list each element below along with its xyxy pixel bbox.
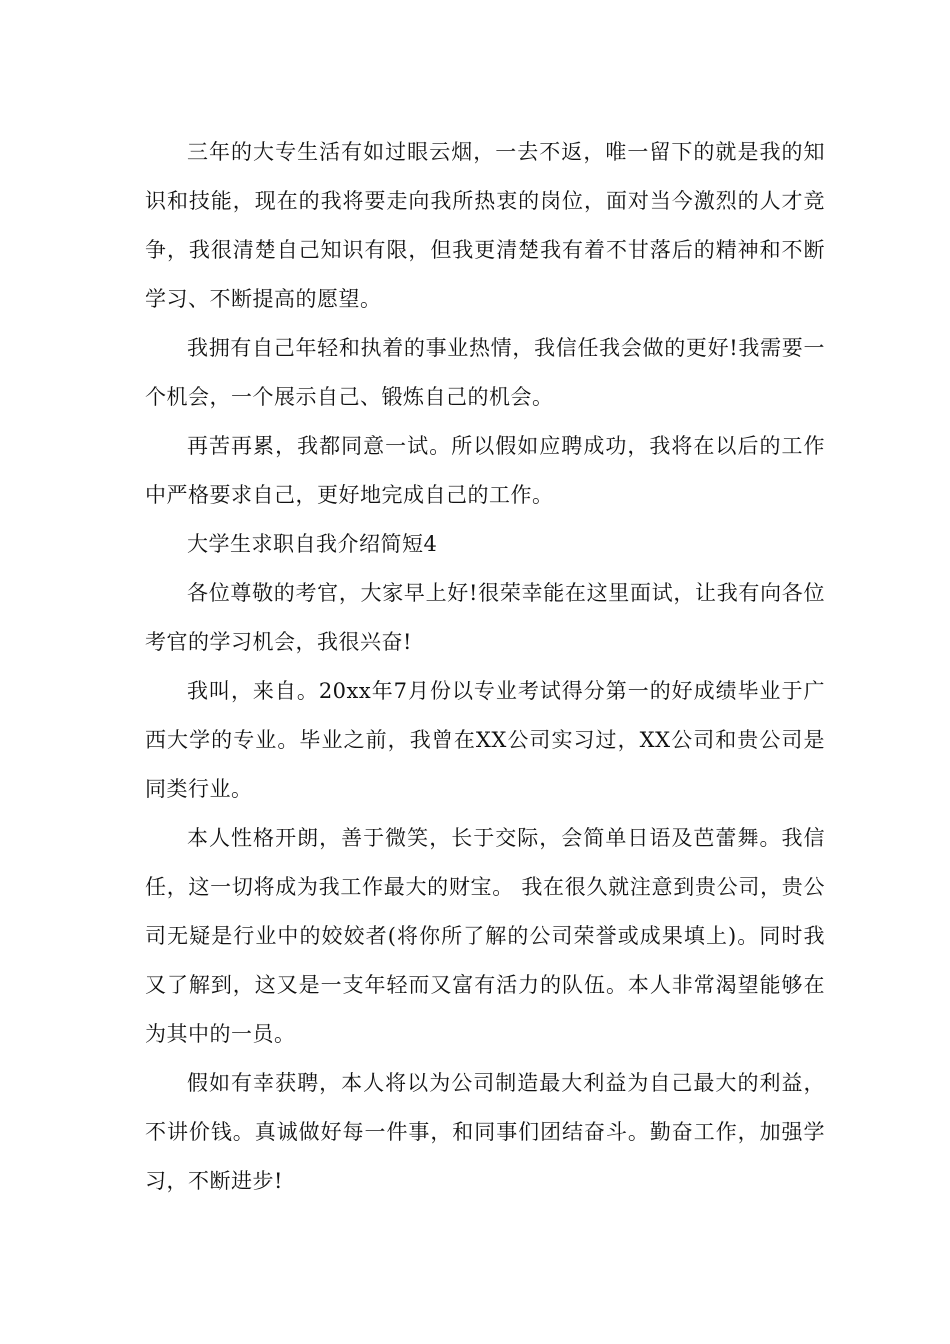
paragraph-5: 我叫，来自。20xx年7月份以专业考试得分第一的好成绩毕业于广西大学的专业。毕业之前，我曾在XX公司实习过，XX公司和贵公司是同类行业。 xyxy=(145,679,825,801)
paragraph-3: 再苦再累，我都同意一试。所以假如应聘成功，我将在以后的工作中严格要求自己，更好地完成自己的工作。 xyxy=(145,434,825,507)
section-heading: 大学生求职自我介绍简短4 xyxy=(187,532,438,556)
paragraph-4: 各位尊敬的考官，大家早上好!很荣幸能在这里面试，让我有向各位考官的学习机会，我很兴奋! xyxy=(145,581,825,654)
paragraph-1: 三年的大专生活有如过眼云烟，一去不返，唯一留下的就是我的知识和技能，现在的我将要走向我所热衷的岗位，面对当今激烈的人才竞争，我很清楚自己知识有限，但我更清楚我有着不甘落后的精神和不断学习、不断提高的愿望。 xyxy=(145,140,825,311)
document-page xyxy=(145,128,825,1206)
paragraph-2: 我拥有自己年轻和执着的事业热情，我信任我会做的更好!我需要一个机会，一个展示自己、锻炼自己的机会。 xyxy=(145,336,825,409)
paragraph-6: 本人性格开朗，善于微笑，长于交际，会简单日语及芭蕾舞。我信任，这一切将成为我工作最大的财宝。 我在很久就注意到贵公司，贵公司无疑是行业中的姣姣者(将你所了解的公司荣誉或成果填上)。同时我又了解到，这又是一支年轻而又富有活力的队伍。本人非常渴望能够在为其中的一员。 xyxy=(145,826,825,1046)
paragraph-7: 假如有幸获聘，本人将以为公司制造最大利益为自己最大的利益，不讲价钱。真诚做好每一件事，和同事们团结奋斗。勤奋工作，加强学习，不断进步! xyxy=(145,1071,825,1193)
